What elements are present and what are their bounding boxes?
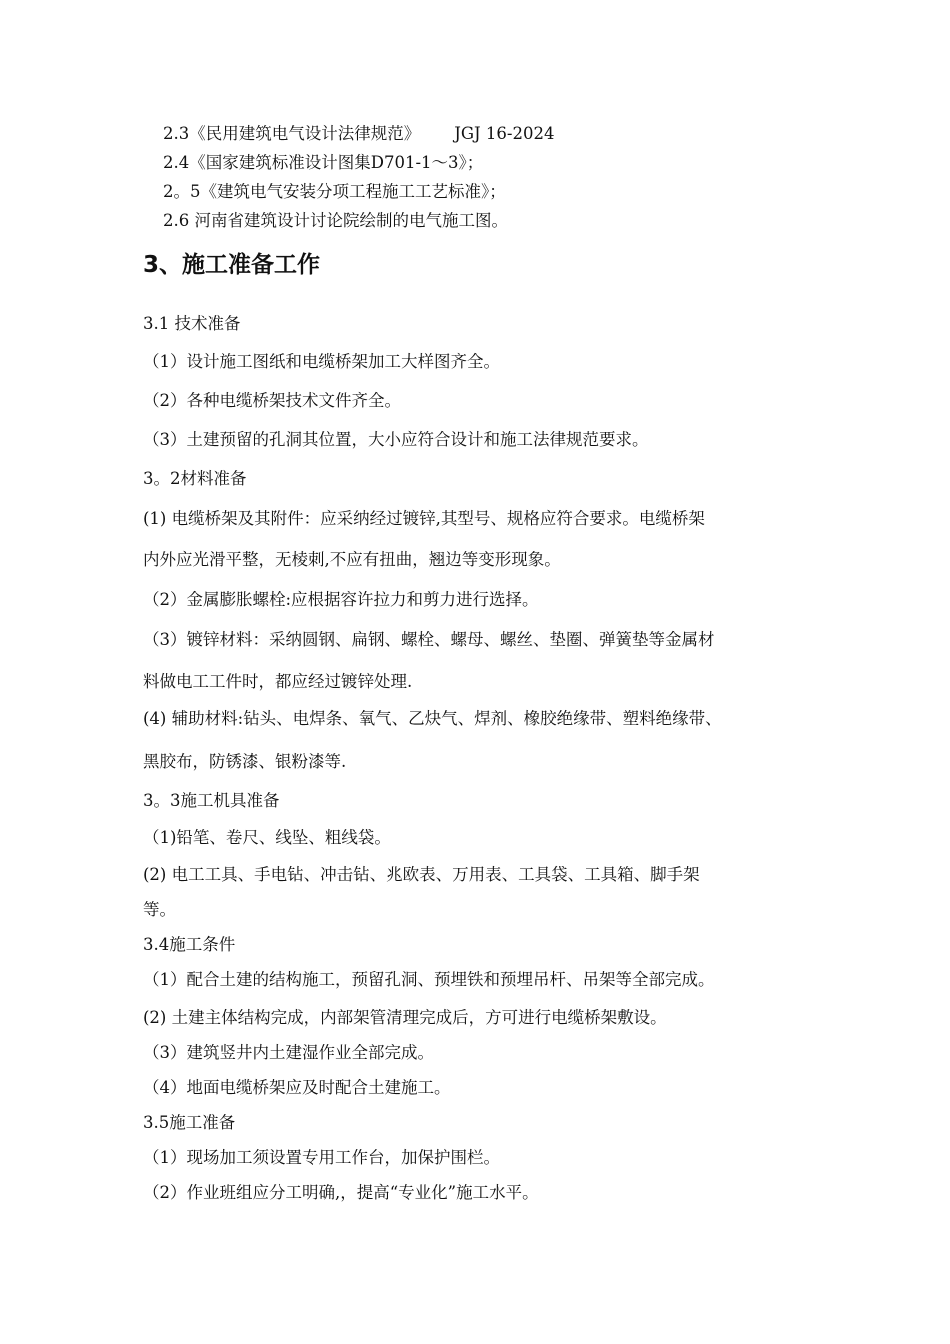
reference-text: 2.3《民用建筑电气设计法律规范》 — [163, 124, 421, 143]
paragraph-line: 内外应光滑平整，无棱刺,不应有扭曲，翘边等变形现象。 — [143, 550, 561, 569]
paragraph-line: (1) 电缆桥架及其附件：应采纳经过镀锌,其型号、规格应符合要求。电缆桥架 — [143, 509, 705, 528]
paragraph-line: （1）设计施工图纸和电缆桥架加工大样图齐全。 — [143, 352, 500, 371]
paragraph-line: （2）金属膨胀螺栓:应根据容许拉力和剪力进行选择。 — [143, 590, 539, 609]
paragraph-line: (4) 辅助材料:钻头、电焊条、氧气、乙炔气、焊剂、橡胶绝缘带、塑料绝缘带、 — [143, 709, 722, 728]
paragraph-line: （1）配合土建的结构施工，预留孔洞、预埋铁和预埋吊杆、吊架等全部完成。 — [143, 970, 715, 989]
reference-item: 2.6 河南省建筑设计讨论院绘制的电气施工图。 — [163, 211, 508, 230]
section-heading: 3、施工准备工作 — [143, 252, 321, 278]
paragraph-line: （1)铅笔、卷尺、线坠、粗线袋。 — [143, 828, 391, 847]
paragraph-line: （1）现场加工须设置专用工作台，加保护围栏。 — [143, 1148, 500, 1167]
paragraph-line: （3）土建预留的孔洞其位置，大小应符合设计和施工法律规范要求。 — [143, 430, 649, 449]
subsection-heading: 3.5施工准备 — [143, 1113, 236, 1132]
reference-code: JGJ 16-2024 — [454, 124, 555, 143]
subsection-heading: 3.4施工条件 — [143, 935, 236, 954]
reference-item: 2.4《国家建筑标准设计图集D701-1～3》； — [163, 153, 484, 172]
paragraph-line: 料做电工工件时，都应经过镀锌处理. — [143, 672, 413, 691]
subsection-heading: 3.1 技术准备 — [143, 314, 241, 333]
reference-item: 2。5《建筑电气安装分项工程施工工艺标准》； — [163, 182, 506, 201]
paragraph-line: （2）作业班组应分工明确,，提高“专业化”施工水平。 — [143, 1183, 539, 1202]
paragraph-line: （3）建筑竖井内土建湿作业全部完成。 — [143, 1043, 434, 1062]
paragraph-line: （3）镀锌材料：采纳圆钢、扁钢、螺栓、螺母、螺丝、垫圈、弹簧垫等金属材 — [143, 630, 715, 649]
paragraph-line: （4）地面电缆桥架应及时配合土建施工。 — [143, 1078, 451, 1097]
paragraph-line: (2) 电工工具、手电钻、冲击钻、兆欧表、万用表、工具袋、工具箱、脚手架 — [143, 865, 700, 884]
paragraph-line: 黑胶布，防锈漆、银粉漆等. — [143, 752, 347, 771]
reference-item — [163, 122, 554, 146]
subsection-heading: 3。2材料准备 — [143, 469, 247, 488]
subsection-heading: 3。3施工机具准备 — [143, 791, 280, 810]
paragraph-line: 等。 — [143, 900, 176, 919]
paragraph-line: （2）各种电缆桥架技术文件齐全。 — [143, 391, 401, 410]
paragraph-line: (2) 土建主体结构完成，内部架管清理完成后，方可进行电缆桥架敷设。 — [143, 1008, 667, 1027]
